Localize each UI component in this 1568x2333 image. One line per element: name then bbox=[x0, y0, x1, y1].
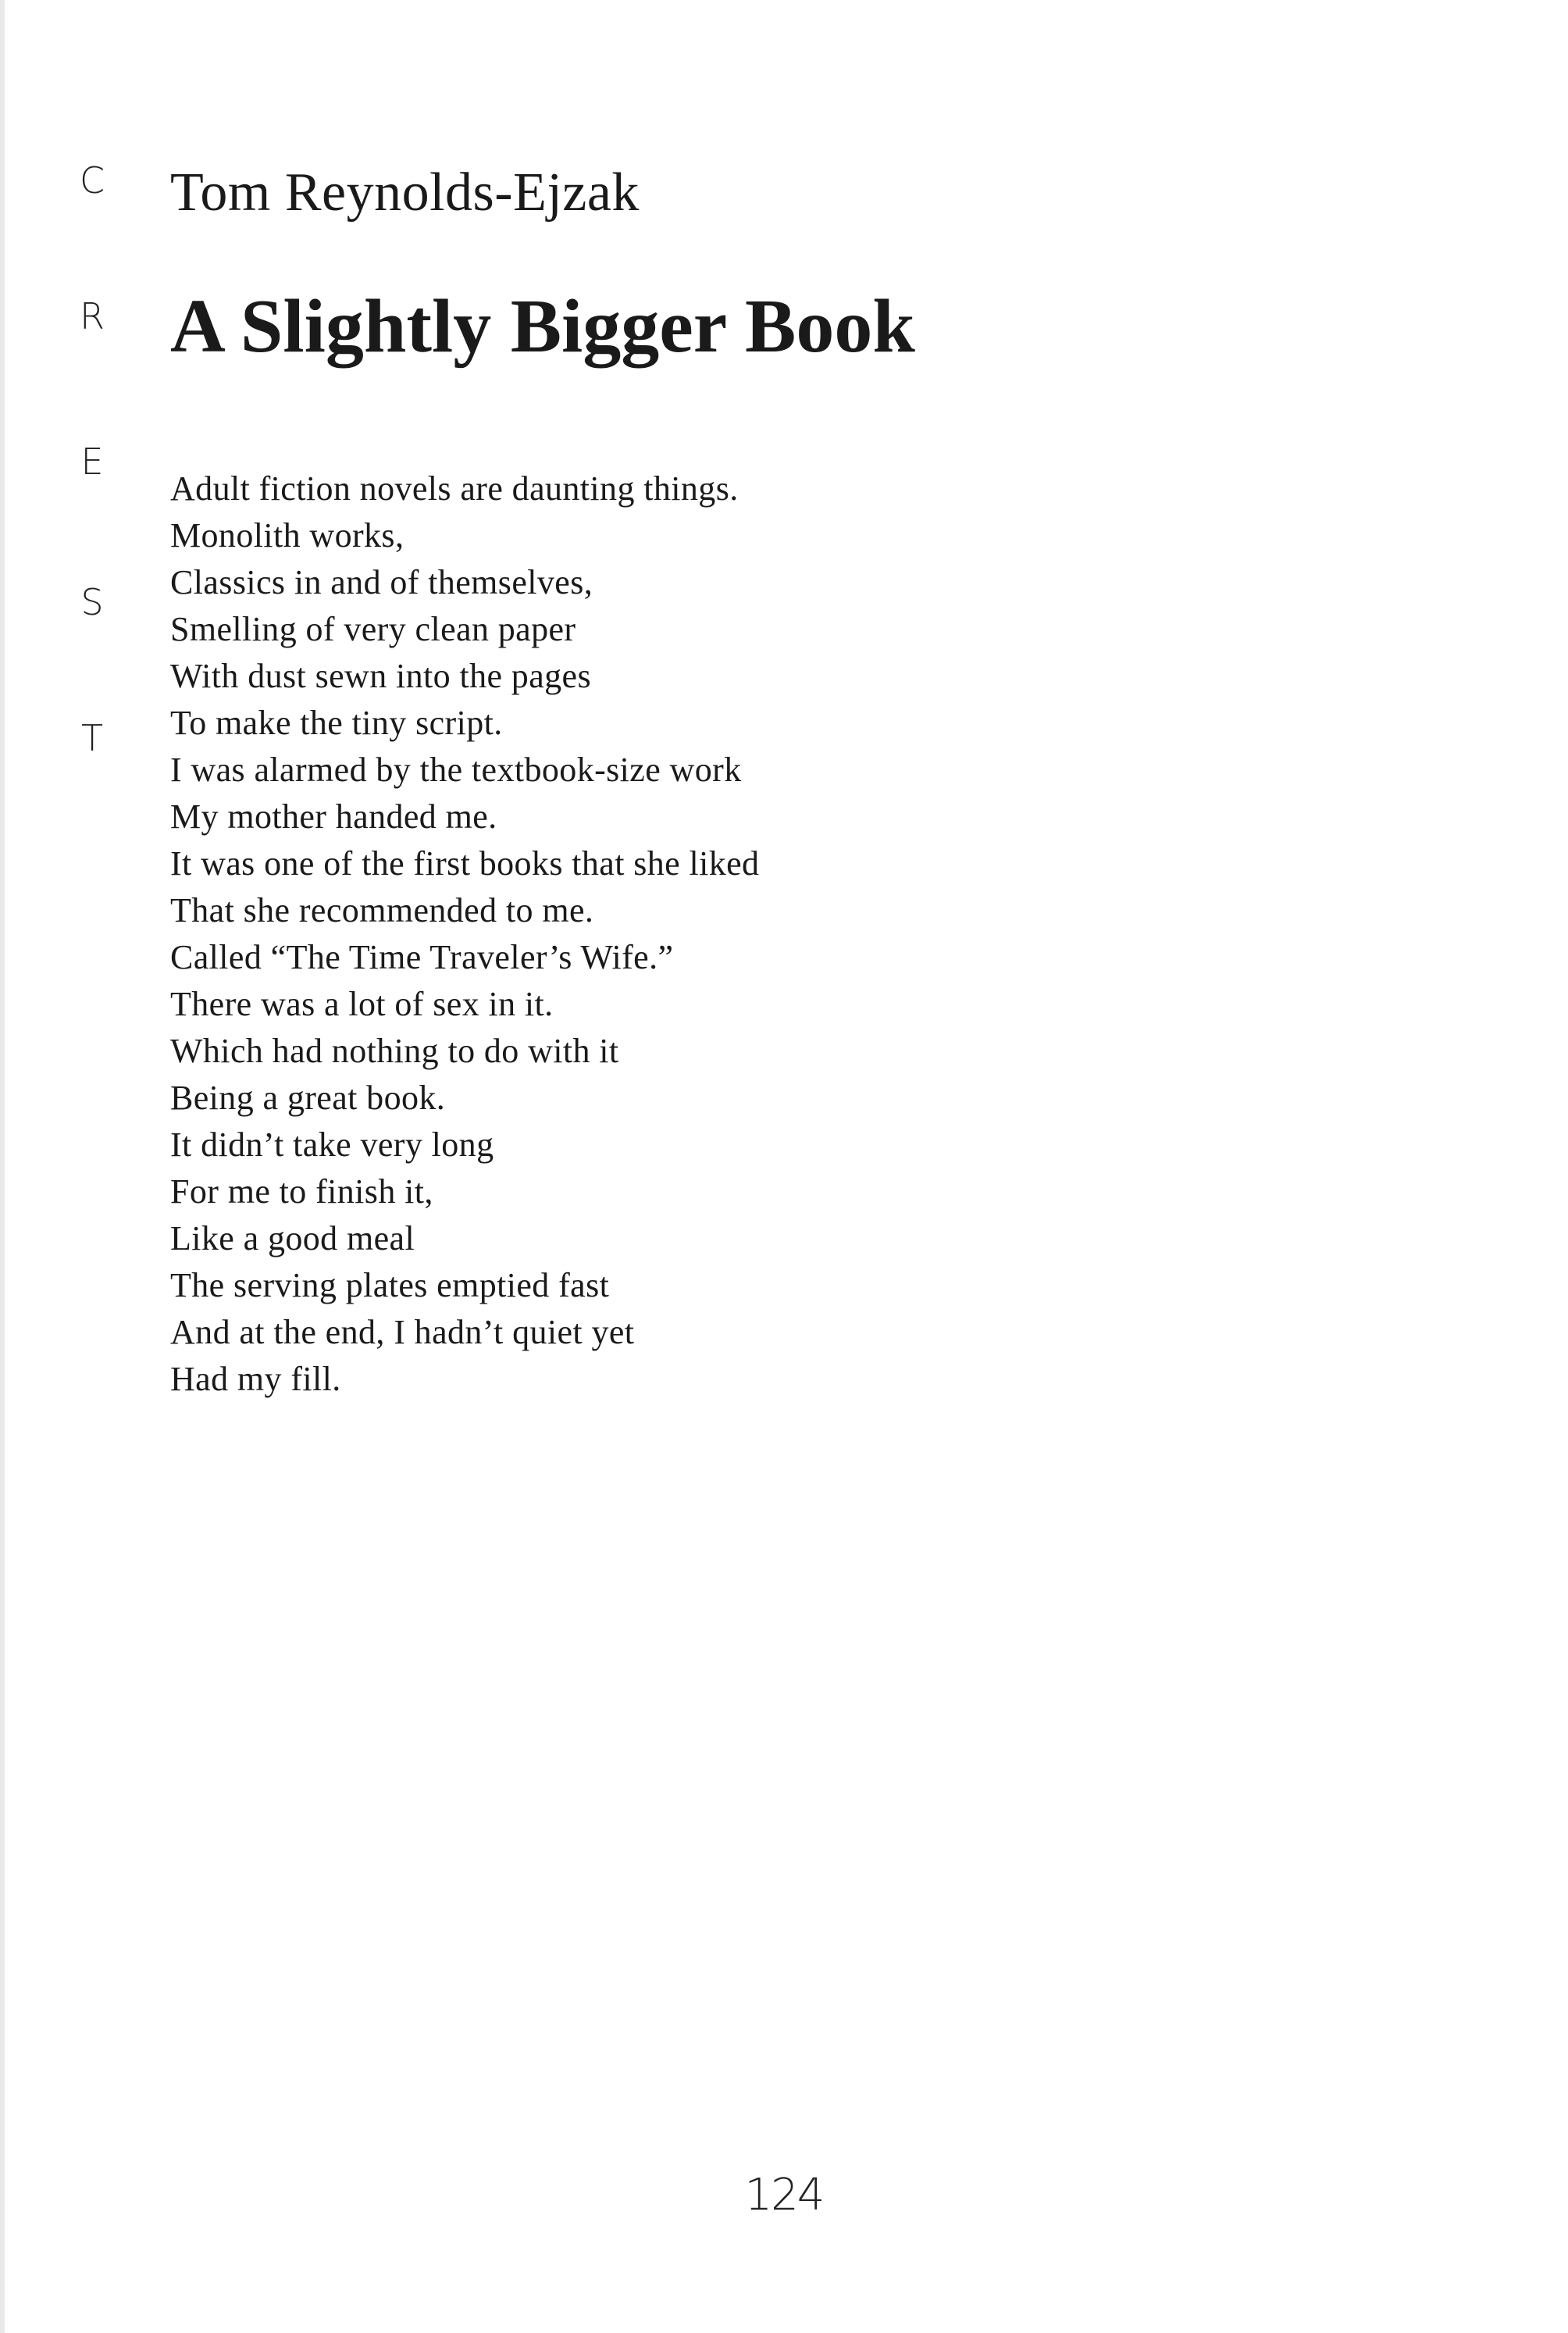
poem-line: Adult fiction novels are daunting things. bbox=[170, 469, 739, 508]
poem-line: And at the end, I hadn’t quiet yet bbox=[170, 1313, 635, 1351]
page-number: 124 bbox=[744, 2170, 824, 2221]
author-name: Tom Reynolds-Ejzak bbox=[170, 162, 640, 223]
side-letter-e: E bbox=[80, 441, 104, 483]
page-edge bbox=[0, 0, 5, 2333]
poem-title: A Slightly Bigger Book bbox=[170, 284, 915, 369]
poem-body bbox=[170, 466, 759, 1403]
poem-line: Had my fill. bbox=[170, 1360, 341, 1398]
side-letter-t: T bbox=[80, 717, 104, 759]
poem-line: For me to finish it, bbox=[170, 1172, 433, 1211]
poem-line: It didn’t take very long bbox=[170, 1125, 494, 1164]
side-letter-r: R bbox=[80, 295, 105, 337]
poem-line: Being a great book. bbox=[170, 1079, 446, 1117]
poem-line: Called “The Time Traveler’s Wife.” bbox=[170, 938, 674, 976]
poem-line: There was a lot of sex in it. bbox=[170, 985, 554, 1023]
poem-line: Which had nothing to do with it bbox=[170, 1032, 619, 1070]
poem-line: To make the tiny script. bbox=[170, 704, 503, 742]
poem-line: I was alarmed by the textbook-size work bbox=[170, 751, 742, 789]
poem-line: Smelling of very clean paper bbox=[170, 610, 576, 648]
poem-line: The serving plates emptied fast bbox=[170, 1266, 610, 1304]
poem-line: It was one of the first books that she liked bbox=[170, 844, 760, 883]
poem-line: Like a good meal bbox=[170, 1219, 415, 1257]
poem-line: My mother handed me. bbox=[170, 797, 497, 836]
poem-line: With dust sewn into the pages bbox=[170, 657, 591, 695]
side-letter-c: C bbox=[79, 159, 105, 202]
poem-line: Monolith works, bbox=[170, 516, 404, 555]
side-letter-column bbox=[69, 0, 116, 859]
poem-line: That she recommended to me. bbox=[170, 891, 594, 929]
side-letter-s: S bbox=[80, 581, 104, 623]
poem-line: Classics in and of themselves, bbox=[170, 563, 593, 601]
